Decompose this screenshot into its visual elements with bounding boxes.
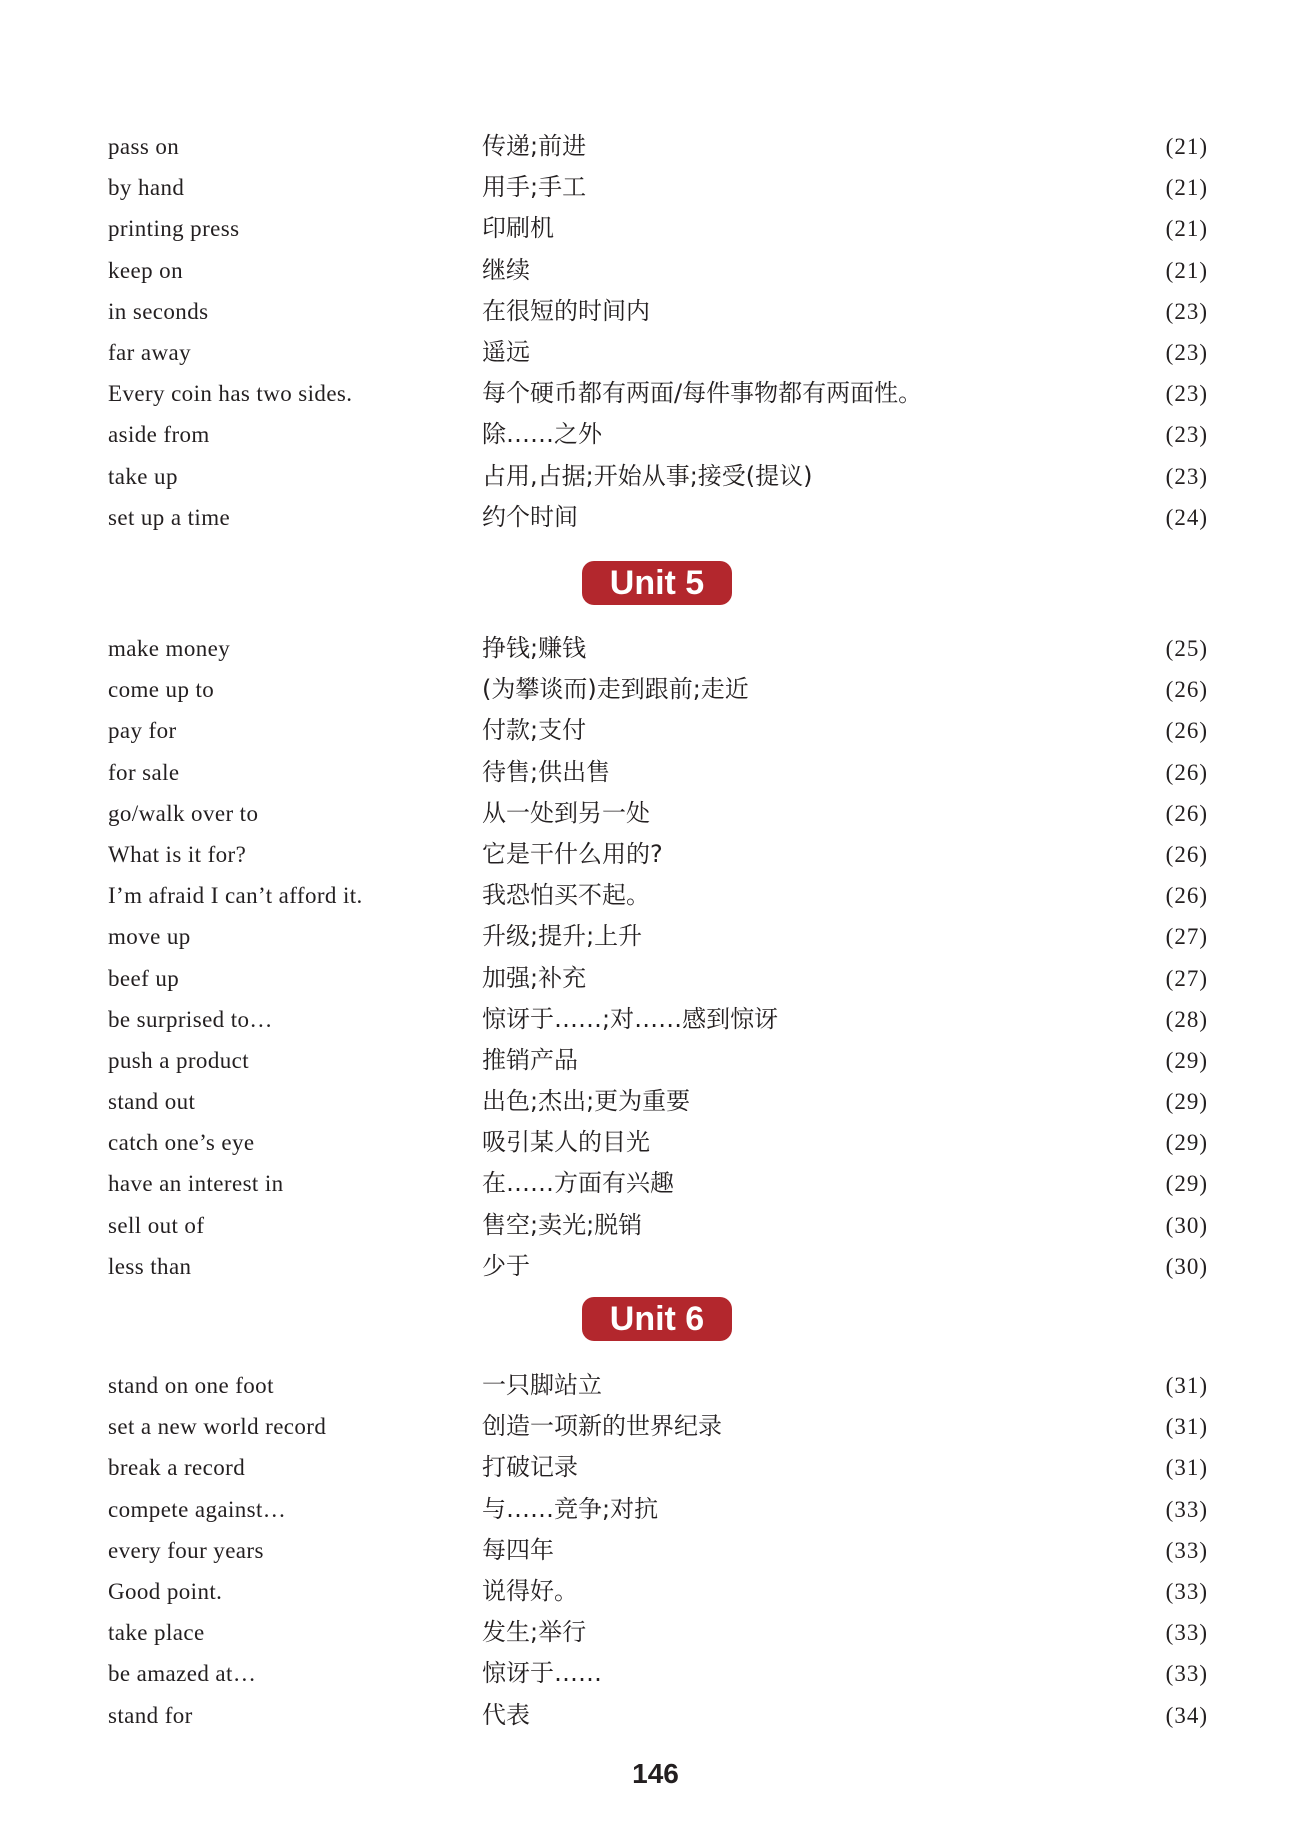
page-reference: (23) bbox=[1165, 422, 1208, 448]
english-phrase: pass on bbox=[108, 134, 180, 159]
page-reference: (31) bbox=[1165, 1414, 1208, 1440]
chinese-meaning: 传递;前进 bbox=[482, 132, 587, 160]
chinese-meaning: 它是干什么用的? bbox=[482, 839, 663, 868]
phrase-row bbox=[108, 332, 1208, 373]
phrase-section-continued bbox=[108, 126, 1208, 538]
page-reference: (33) bbox=[1165, 1620, 1208, 1646]
phrase-row bbox=[108, 1365, 1208, 1406]
phrase-row bbox=[108, 456, 1208, 497]
chinese-meaning: 除……之外 bbox=[482, 420, 602, 449]
chinese-meaning: 惊讶于……;对……感到惊讶 bbox=[482, 1004, 779, 1033]
chinese-meaning: 发生;举行 bbox=[482, 1618, 587, 1647]
unit-5-badge: Unit 5 bbox=[582, 561, 732, 605]
english-phrase: in seconds bbox=[108, 298, 209, 324]
chinese-meaning: 从一处到另一处 bbox=[482, 798, 650, 827]
english-phrase: go/walk over to bbox=[108, 800, 259, 826]
english-phrase: by hand bbox=[108, 175, 185, 201]
phrase-row bbox=[108, 1081, 1208, 1122]
phrase-row bbox=[108, 752, 1208, 793]
english-phrase: be surprised to… bbox=[108, 1006, 273, 1032]
english-phrase: I’m afraid I can’t afford it. bbox=[108, 883, 363, 909]
phrase-row bbox=[108, 1530, 1208, 1571]
chinese-meaning: 挣钱;赚钱 bbox=[482, 634, 587, 662]
page-reference: (33) bbox=[1165, 1537, 1208, 1563]
english-phrase: for sale bbox=[108, 759, 180, 785]
phrase-row bbox=[108, 628, 1208, 669]
phrase-row bbox=[108, 414, 1208, 455]
phrase-row bbox=[108, 834, 1208, 875]
phrase-row bbox=[108, 291, 1208, 332]
chinese-meaning: 售空;卖光;脱销 bbox=[482, 1210, 643, 1239]
chinese-meaning: 加强;补充 bbox=[482, 963, 587, 992]
page-reference: (31) bbox=[1165, 1455, 1208, 1481]
phrase-row bbox=[108, 1447, 1208, 1488]
page-reference: (33) bbox=[1165, 1496, 1208, 1522]
phrase-row bbox=[108, 373, 1208, 414]
chinese-meaning: 惊讶于…… bbox=[482, 1659, 602, 1688]
english-phrase: What is it for? bbox=[108, 841, 247, 867]
english-phrase: stand out bbox=[108, 1089, 196, 1115]
chinese-meaning: 继续 bbox=[482, 255, 530, 284]
page-reference: (26) bbox=[1165, 883, 1208, 909]
chinese-meaning: 遥远 bbox=[482, 337, 530, 366]
english-phrase: aside from bbox=[108, 422, 210, 448]
page-reference: (26) bbox=[1165, 759, 1208, 785]
page-reference: (23) bbox=[1165, 463, 1208, 489]
phrase-row bbox=[108, 1406, 1208, 1447]
phrase-section-unit-6 bbox=[108, 1365, 1208, 1736]
english-phrase: keep on bbox=[108, 257, 183, 283]
chinese-meaning: 每个硬币都有两面/每件事物都有两面性。 bbox=[482, 379, 923, 408]
chinese-meaning: 在很短的时间内 bbox=[482, 296, 650, 325]
page-reference: (34) bbox=[1165, 1702, 1208, 1728]
page-reference: (26) bbox=[1165, 800, 1208, 826]
english-phrase: pay for bbox=[108, 718, 177, 744]
page-reference: (30) bbox=[1165, 1253, 1208, 1279]
page-reference: (21) bbox=[1165, 257, 1208, 283]
english-phrase: Good point. bbox=[108, 1578, 223, 1604]
page-reference: (21) bbox=[1165, 134, 1208, 159]
page-reference: (21) bbox=[1165, 175, 1208, 201]
chinese-meaning: 推销产品 bbox=[482, 1045, 578, 1074]
phrase-row bbox=[108, 1040, 1208, 1081]
phrase-row bbox=[108, 1489, 1208, 1530]
english-phrase: move up bbox=[108, 924, 191, 950]
english-phrase: far away bbox=[108, 339, 192, 365]
english-phrase: stand for bbox=[108, 1702, 193, 1728]
english-phrase: compete against… bbox=[108, 1496, 287, 1522]
english-phrase: printing press bbox=[108, 216, 240, 242]
phrase-section-unit-5 bbox=[108, 628, 1208, 1287]
chinese-meaning: 印刷机 bbox=[482, 214, 554, 243]
page-reference: (25) bbox=[1165, 636, 1208, 661]
chinese-meaning: 每四年 bbox=[482, 1535, 554, 1564]
phrase-row bbox=[108, 1122, 1208, 1163]
english-phrase: stand on one foot bbox=[108, 1373, 274, 1398]
page-number: 146 bbox=[632, 1758, 679, 1789]
english-phrase: be amazed at… bbox=[108, 1661, 257, 1687]
phrase-row bbox=[108, 1653, 1208, 1694]
page-reference: (23) bbox=[1165, 381, 1208, 407]
phrase-row bbox=[108, 126, 1208, 167]
chinese-meaning: 付款;支付 bbox=[482, 716, 587, 745]
page-reference: (21) bbox=[1165, 216, 1208, 242]
page-reference: (33) bbox=[1165, 1578, 1208, 1604]
phrase-row bbox=[108, 250, 1208, 291]
english-phrase: break a record bbox=[108, 1455, 246, 1481]
page-reference: (31) bbox=[1165, 1373, 1208, 1398]
page-reference: (30) bbox=[1165, 1212, 1208, 1238]
english-phrase: make money bbox=[108, 636, 231, 661]
phrase-row bbox=[108, 1571, 1208, 1612]
english-phrase: less than bbox=[108, 1253, 192, 1279]
english-phrase: catch one’s eye bbox=[108, 1130, 255, 1156]
page-reference: (28) bbox=[1165, 1006, 1208, 1032]
english-phrase: sell out of bbox=[108, 1212, 205, 1238]
chinese-meaning: 少于 bbox=[482, 1251, 530, 1280]
chinese-meaning: 在……方面有兴趣 bbox=[482, 1169, 674, 1198]
chinese-meaning: 与……竞争;对抗 bbox=[482, 1494, 659, 1523]
english-phrase: have an interest in bbox=[108, 1171, 284, 1197]
page-reference: (26) bbox=[1165, 677, 1208, 703]
english-phrase: beef up bbox=[108, 965, 180, 991]
phrase-row bbox=[108, 958, 1208, 999]
english-phrase: every four years bbox=[108, 1537, 264, 1563]
english-phrase: Every coin has two sides. bbox=[108, 381, 353, 407]
chinese-meaning: 约个时间 bbox=[482, 502, 578, 531]
chinese-meaning: 一只脚站立 bbox=[482, 1371, 602, 1399]
phrase-row bbox=[108, 1612, 1208, 1653]
phrase-row bbox=[108, 669, 1208, 710]
phrase-row bbox=[108, 875, 1208, 916]
page-reference: (26) bbox=[1165, 841, 1208, 867]
page-reference: (29) bbox=[1165, 1171, 1208, 1197]
chinese-meaning: 占用,占据;开始从事;接受(提议) bbox=[482, 461, 813, 490]
page-reference: (27) bbox=[1165, 965, 1208, 991]
chinese-meaning: 升级;提升;上升 bbox=[482, 922, 643, 951]
page-reference: (33) bbox=[1165, 1661, 1208, 1687]
phrase-row bbox=[108, 1246, 1208, 1287]
page-reference: (26) bbox=[1165, 718, 1208, 744]
page-reference: (24) bbox=[1165, 504, 1208, 530]
chinese-meaning: 创造一项新的世界纪录 bbox=[482, 1412, 722, 1441]
page-reference: (29) bbox=[1165, 1047, 1208, 1073]
phrase-row bbox=[108, 167, 1208, 208]
english-phrase: come up to bbox=[108, 677, 215, 703]
chinese-meaning: 出色;杰出;更为重要 bbox=[482, 1087, 691, 1116]
english-phrase: set a new world record bbox=[108, 1414, 327, 1440]
page-reference: (29) bbox=[1165, 1130, 1208, 1156]
chinese-meaning: 打破记录 bbox=[482, 1453, 578, 1482]
phrase-row bbox=[108, 999, 1208, 1040]
page-reference: (23) bbox=[1165, 339, 1208, 365]
page-reference: (23) bbox=[1165, 298, 1208, 324]
chinese-meaning: (为攀谈而)走到跟前;走近 bbox=[482, 675, 749, 704]
page-reference: (27) bbox=[1165, 924, 1208, 950]
unit-6-badge: Unit 6 bbox=[582, 1297, 732, 1341]
phrase-row bbox=[108, 497, 1208, 538]
phrase-row bbox=[108, 1205, 1208, 1246]
page-reference: (29) bbox=[1165, 1089, 1208, 1115]
phrase-row bbox=[108, 793, 1208, 834]
phrase-row bbox=[108, 916, 1208, 957]
phrase-row bbox=[108, 1695, 1208, 1736]
english-phrase: take up bbox=[108, 463, 178, 489]
chinese-meaning: 待售;供出售 bbox=[482, 757, 611, 786]
phrase-row bbox=[108, 1163, 1208, 1204]
phrase-row bbox=[108, 710, 1208, 751]
english-phrase: push a product bbox=[108, 1047, 250, 1073]
chinese-meaning: 用手;手工 bbox=[482, 173, 587, 202]
english-phrase: take place bbox=[108, 1620, 205, 1646]
chinese-meaning: 吸引某人的目光 bbox=[482, 1128, 650, 1157]
chinese-meaning: 我恐怕买不起。 bbox=[482, 881, 650, 910]
english-phrase: set up a time bbox=[108, 504, 231, 530]
chinese-meaning: 说得好。 bbox=[482, 1576, 578, 1605]
chinese-meaning: 代表 bbox=[482, 1700, 530, 1729]
phrase-row bbox=[108, 208, 1208, 249]
